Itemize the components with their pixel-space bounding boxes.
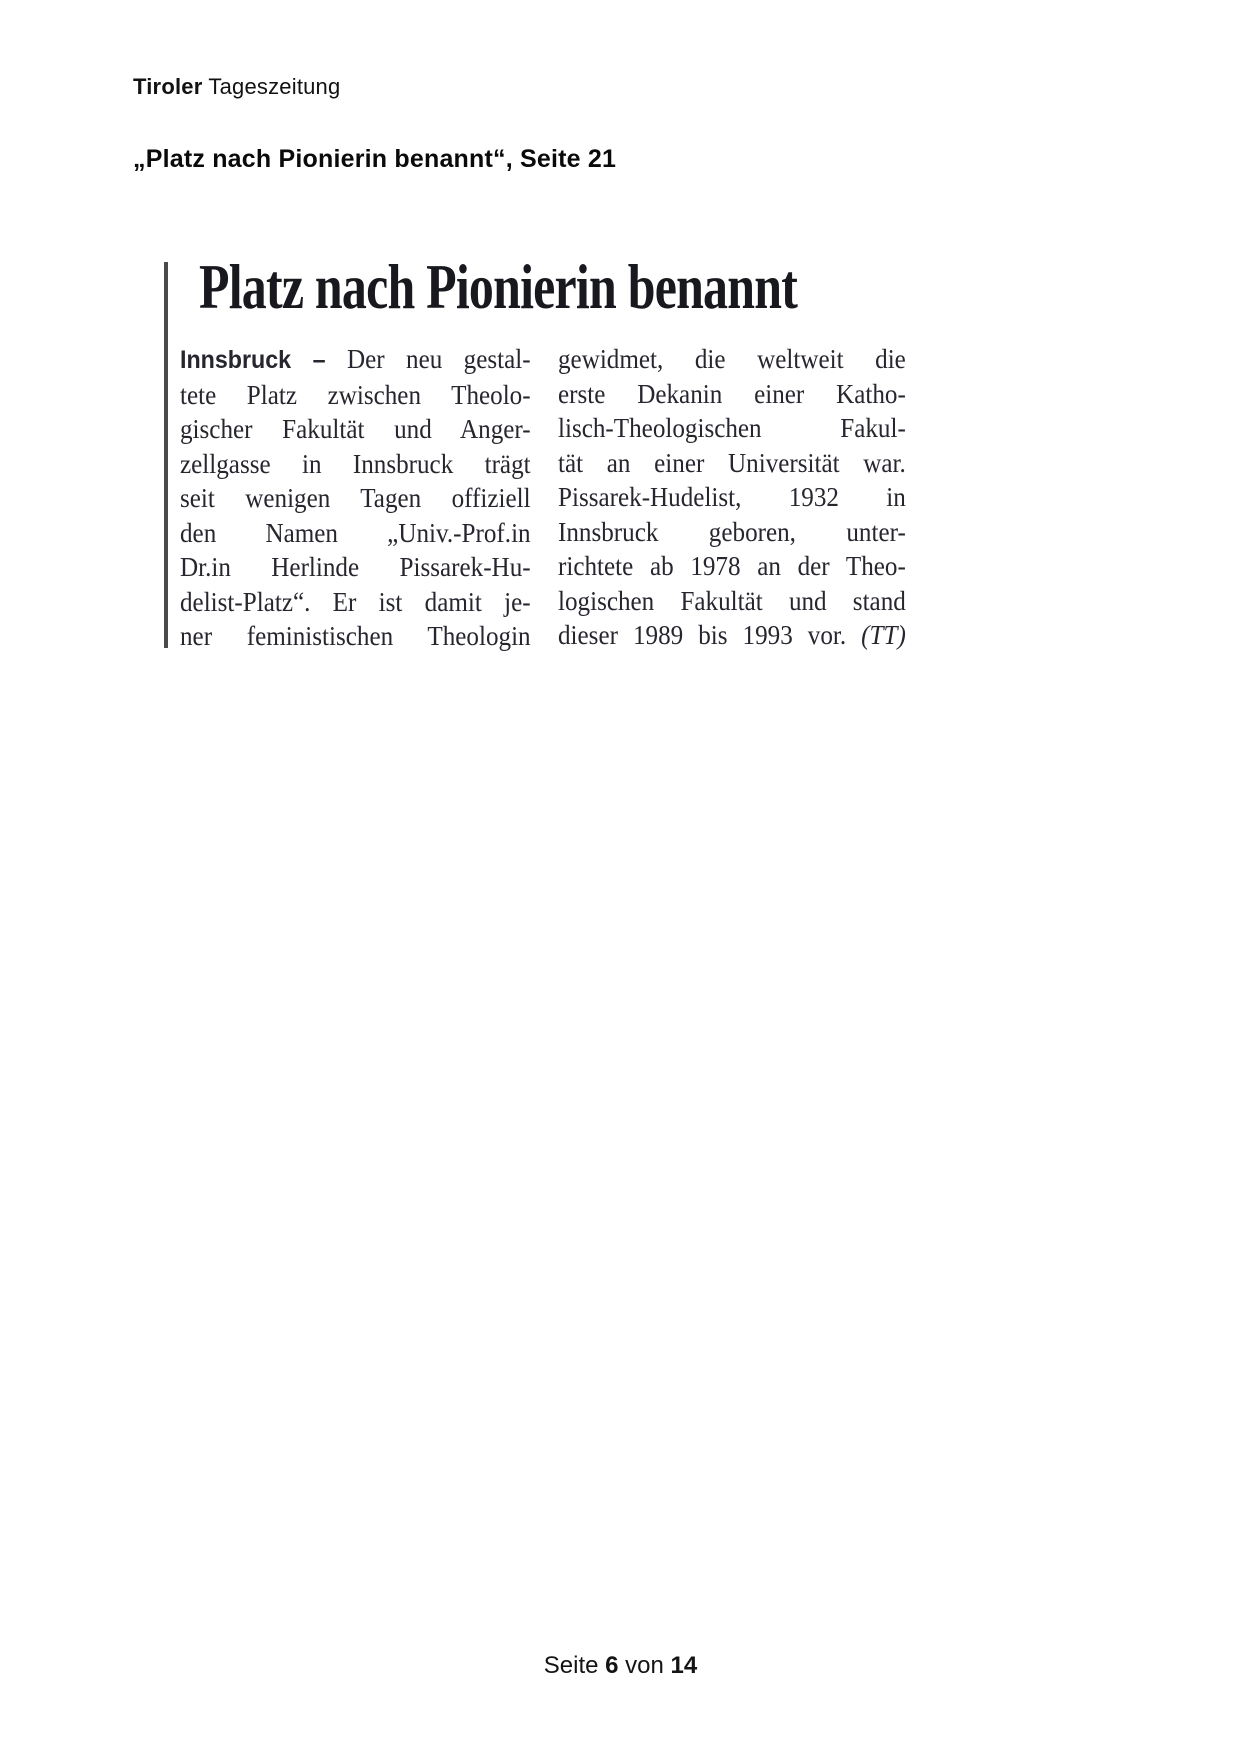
article-text-line: Innsbruck geboren, unter-: [558, 516, 906, 547]
article-headline: Platz nach Pionierin benannt: [199, 251, 798, 322]
article-text-line: Pissarek-Hudelist, 1932 in: [558, 482, 906, 512]
article-text-line: tät an einer Universität war.: [558, 447, 906, 478]
article-text-line: erste Dekanin einer Katho-: [558, 378, 906, 409]
article-credit: (TT): [861, 620, 906, 650]
article-column-left: [180, 342, 531, 654]
article-text-line: gischer Fakultät und Anger-: [180, 414, 531, 444]
article-right-lines: [558, 342, 906, 618]
article-text-line: delist-Platz“. Er ist damit je-: [180, 586, 531, 617]
masthead-brand-rest: Tageszeitung: [202, 74, 341, 99]
article-text-line: logischen Fakultät und stand: [558, 585, 906, 616]
article-column-right: [558, 342, 906, 653]
article-text-line: Dr.in Herlinde Pissarek-Hu-: [180, 552, 531, 582]
clipping-left-rule: [164, 262, 168, 648]
article-reference-line: „Platz nach Pionierin benannt“, Seite 21: [133, 145, 617, 173]
article-first-line: [180, 342, 531, 378]
footer-total-pages: 14: [670, 1652, 698, 1679]
article-left-lines: [180, 378, 531, 654]
masthead-brand-bold: Tiroler: [133, 74, 203, 99]
article-text-line: den Namen „Univ.-Prof.in: [180, 517, 531, 548]
article-text-line: tete Platz zwischen Theolo-: [180, 379, 531, 410]
article-first-line-rest: Der neu gestal-: [325, 344, 531, 374]
article-text-line: zellgasse in Innsbruck trägt: [180, 448, 531, 479]
article-lead-in: Innsbruck –: [180, 346, 326, 374]
article-text-line: seit wenigen Tagen offiziell: [180, 483, 531, 513]
article-last-line-text: dieser 1989 bis 1993 vor.: [558, 620, 862, 650]
article-last-line: [558, 618, 906, 653]
newspaper-masthead: [133, 74, 340, 100]
footer-page-number: 6: [605, 1652, 619, 1679]
article-text-line: gewidmet, die weltweit die: [558, 344, 906, 374]
footer-label-von: von: [625, 1652, 664, 1679]
article-text-line: lisch-Theologischen Fakul-: [558, 413, 906, 443]
article-text-line: richtete ab 1978 an der Theo-: [558, 551, 906, 581]
footer-label-seite: Seite: [543, 1652, 599, 1679]
page-footer: [0, 1652, 1241, 1680]
article-text-line: ner feministischen Theologin: [180, 621, 531, 651]
